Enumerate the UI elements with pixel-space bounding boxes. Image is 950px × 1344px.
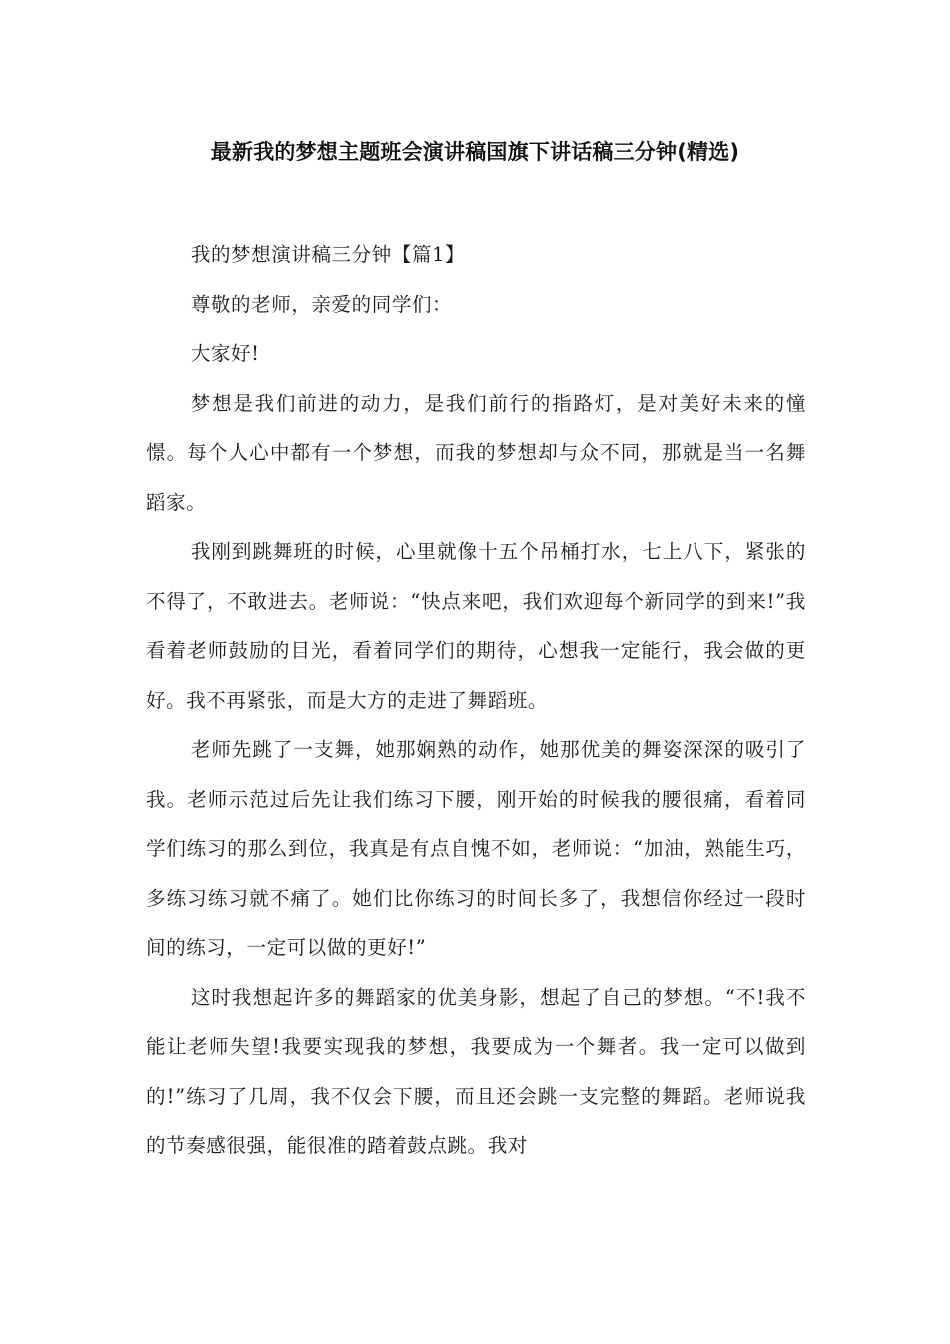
body-paragraph: 这时我想起许多的舞蹈家的优美身影，想起了自己的梦想。“不!我不能让老师失望!我要实现我的梦想，我要成为一个舞者。我一定可以做到的!”练习了几周，我不仅会下腰，而且还会跳一支完整的舞蹈。老师说我的节奏感很强，能很准的踏着鼓点跳。我对 [146, 985, 806, 1157]
body-paragraph: 我刚到跳舞班的时候，心里就像十五个吊桶打水，七上八下，紧张的不得了，不敢进去。老师说：“快点来吧，我们欢迎每个新同学的到来!”我看着老师鼓励的目光，看着同学们的期待，心想我一定能行，我会做的更好。我不再紧张，而是大方的走进了舞蹈班。 [146, 540, 806, 712]
body-paragraph: 老师先跳了一支舞，她那娴熟的动作，她那优美的舞姿深深的吸引了我。老师示范过后先让我们练习下腰，刚开始的时候我的腰很痛，看着同学们练习的那么到位，我真是有点自愧不如，老师说：“加油，熟能生巧，多练习练习就不痛了。她们比你练习的时间长多了，我想信你经过一段时间的练习，一定可以做的更好!” [146, 738, 806, 959]
body-paragraph: 梦想是我们前进的动力，是我们前行的指路灯，是对美好未来的憧憬。每个人心中都有一个梦想，而我的梦想却与众不同，那就是当一名舞蹈家。 [146, 391, 806, 514]
document-body [146, 230, 806, 1171]
document-title: 最新我的梦想主题班会演讲稿国旗下讲话稿三分钟(精选) [210, 140, 740, 164]
salutation: 尊敬的老师，亲爱的同学们： [190, 292, 453, 316]
greeting: 大家好! [190, 342, 260, 365]
section-heading: 我的梦想演讲稿三分钟【篇1】 [190, 243, 466, 266]
